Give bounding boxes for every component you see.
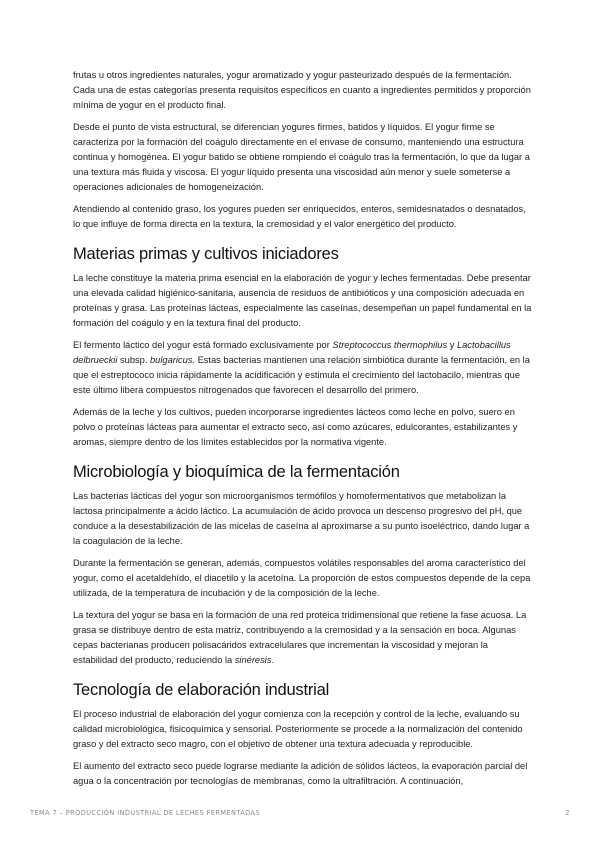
paragraph (73, 608, 533, 668)
species-name: Streptococcus thermophilus (332, 340, 448, 350)
paragraph: Atendiendo al contenido graso, los yogures pueden ser enriquecidos, enteros, semidesnatados o desnatados, lo que influye de forma directa en la textura, la cremosidad y el valor energético del producto. (73, 204, 526, 229)
footer-title: TEMA 7 – PRODUCCIÓN INDUSTRIAL DE LECHES FERMENTADAS (30, 809, 260, 817)
species-name: Lactobacillus delbrueckii (73, 340, 511, 365)
section-heading: Materias primas y cultivos iniciadores (73, 245, 339, 263)
document-body (73, 68, 533, 796)
paragraph: La leche constituye la materia prima esencial en la elaboración de yogur y leches fermentadas. Debe presentar una elevada calidad higiénico-sanitaria, ausencia de residuos de antibióticos y una composición adecuada en proteínas y grasa. Las proteínas lácteas, especialmente las caseínas, desempeñan un papel fundamental en la formación del coágulo y en la textura final del producto. (73, 273, 532, 328)
section-heading: Tecnología de elaboración industrial (73, 681, 330, 699)
paragraph: Durante la fermentación se generan, además, compuestos volátiles responsables del aroma característico del yogur, como el acetaldehído, el diacetilo y la acetoína. La proporción de estos compuestos depende de la cepa utilizada, de la temperatura de incubación y de la composición de la leche. (73, 558, 531, 598)
text-run: subsp. (117, 355, 151, 365)
paragraph: El proceso industrial de elaboración del yogur comienza con la recepción y control de la leche, evaluando su calidad microbiológica, fisicoquímica y sensorial. Posteriormente se procede a la normalización del contenido graso y del extracto seco magro, con el objetivo de obtener una textura adecuada y reproducible. (73, 709, 523, 749)
text-run: y (447, 340, 457, 350)
text-run: La textura del yogur se basa en la formación de una red proteica tridimensional que retiene la fase acuosa. La grasa se distribuye dentro de esta matriz, contribuyendo a la cremosidad y a la sensación en boca. Algunas cepas bacterianas producen polisacáridos extracelulares que incrementan la viscosidad y mejoran la estabilidad del producto, reduciendo la (73, 610, 527, 665)
emphasized-term: sinéresis (234, 655, 272, 665)
page-number: 2 (565, 809, 570, 817)
text-run: . (271, 655, 275, 665)
paragraph: Además de la leche y los cultivos, pueden incorporarse ingredientes lácteos como leche en polvo, suero en polvo o proteínas lácteas para aumentar el extracto seco, así como azúcares, edulcorantes, estabilizantes y aromas, siempre dentro de los límites establecidos por la normativa vigente. (73, 407, 518, 447)
paragraph (73, 338, 533, 398)
paragraph: Desde el punto de vista estructural, se diferencian yogures firmes, batidos y líquidos. El yogur firme se caracteriza por la formación del coágulo directamente en el envase de consumo, manteniendo una estructura continua y homogénea. El yogur batido se obtiene rompiendo el coágulo tras la fermentación, lo que da lugar a una textura más fluida y viscosa. El yogur líquido presenta una viscosidad aún menor y suele someterse a operaciones adicionales de homogeneización. (73, 122, 530, 192)
paragraph: frutas u otros ingredientes naturales, yogur aromatizado y yogur pasteurizado después de la fermentación. Cada una de estas categorías presenta requisitos específicos en cuanto a ingredientes permitidos y proporción mínima de yogur en el producto final. (73, 70, 531, 110)
section-heading: Microbiología y bioquímica de la fermentación (73, 463, 400, 481)
text-run: El fermento láctico del yogur está formado exclusivamente por (73, 340, 333, 350)
page-footer (30, 809, 570, 817)
paragraph: Las bacterias lácticas del yogur son microorganismos termófilos y homofermentativos que metabolizan la lactosa principalmente a ácido láctico. La acumulación de ácido provoca un descenso progresivo del pH, que conduce a la desestabilización de las micelas de caseína al aproximarse a su punto isoeléctrico, dando lugar a la coagulación de la leche. (73, 491, 530, 546)
species-name: bulgaricus (150, 355, 193, 365)
paragraph: El aumento del extracto seco puede lograrse mediante la adición de sólidos lácteos, la evaporación parcial del agua o la concentración por tecnologías de membranas, como la ultrafiltración. A continuación, (73, 761, 528, 786)
text-run: . Estas bacterias mantienen una relación simbiótica durante la fermentación, en la que el estreptococo inicia rápidamente la acidificación y estimula el crecimiento del lactobacilo, mientras que este último libera compuestos nitrogenados que favorecen el desarrollo del primero. (73, 355, 530, 395)
